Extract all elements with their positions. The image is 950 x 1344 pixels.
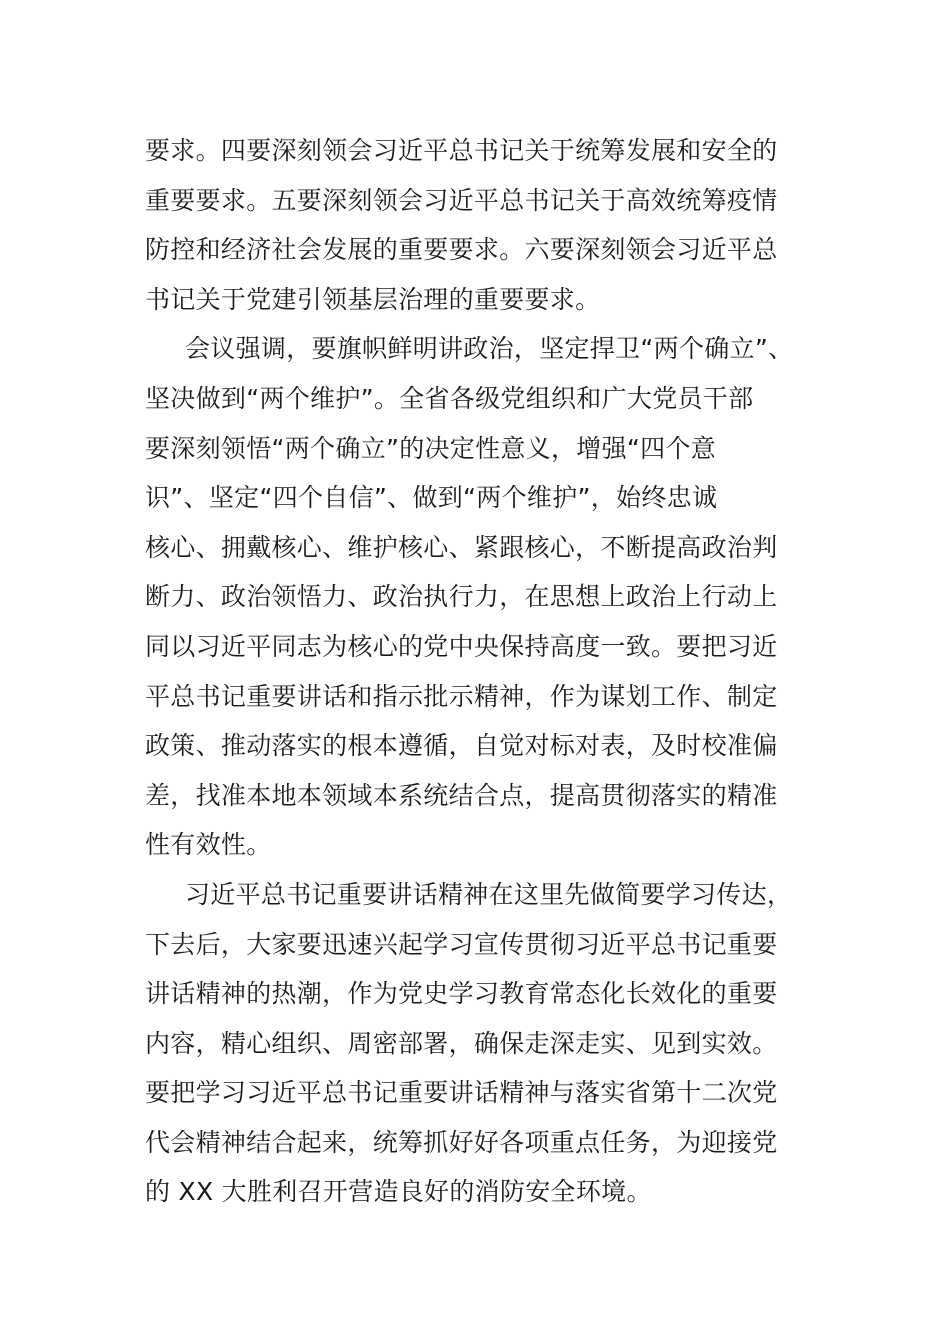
text-line: 性有效性。	[145, 830, 272, 860]
text-line: 讲话精神的热潮，作为党史学习教育常态化长效化的重要	[145, 979, 778, 1009]
text-line: 平总书记重要讲话和指示批示精神，作为谋划工作、制定	[145, 681, 778, 711]
text-line: 差，找准本地本领域本系统结合点，提高贯彻落实的精准	[145, 780, 778, 810]
text-line: 要求。四要深刻领会习近平总书记关于统筹发展和安全的	[145, 136, 778, 165]
text-line: 核心、拥戴核心、维护核心、紧跟核心，不断提高政治判	[145, 532, 778, 562]
text-line: 要把学习习近平总书记重要讲话精神与落实省第十二次党	[145, 1078, 778, 1108]
text-line: 坚决做到“两个维护”。全省各级党组织和广大党员干部	[145, 383, 754, 413]
text-line: 重要要求。五要深刻领会习近平总书记关于高效统筹疫情	[145, 185, 778, 215]
document-body	[145, 126, 845, 1217]
text-line: 同以习近平同志为核心的党中央保持高度一致。要把习近	[145, 631, 778, 661]
text-line: 下去后，大家要迅速兴起学习宣传贯彻习近平总书记重要	[145, 929, 778, 959]
text-line: 习近平总书记重要讲话精神在这里先做简要学习传达，	[185, 879, 793, 909]
text-line: 防控和经济社会发展的重要要求。六要深刻领会习近平总	[145, 235, 778, 265]
text-line: 内容，精心组织、周密部署，确保走深走实、见到实效。	[145, 1028, 778, 1058]
text-line: 代会精神结合起来，统筹抓好好各项重点任务，为迎接党	[145, 1127, 778, 1157]
text-line: 识”、坚定“四个自信”、做到“两个维护”，始终忠诚	[145, 483, 718, 513]
text-line: 书记关于党建引领基层治理的重要要求。	[145, 284, 601, 314]
text-line: 政策、推动落实的根本遵循，自觉对标对表，及时校准偏	[145, 731, 778, 761]
paragraph-2	[145, 324, 845, 870]
paragraph-3	[145, 870, 845, 1217]
text-line: 的 XX 大胜利召开营造良好的消防安全环境。	[145, 1177, 652, 1207]
text-line: 会议强调，要旗帜鲜明讲政治，坚定捍卫“两个确立”、	[185, 334, 794, 364]
text-line: 要深刻领悟“两个确立”的决定性意义，增强“四个意	[145, 433, 717, 463]
paragraph-1	[145, 126, 845, 324]
text-line: 断力、政治领悟力、政治执行力，在思想上政治上行动上	[145, 582, 778, 612]
